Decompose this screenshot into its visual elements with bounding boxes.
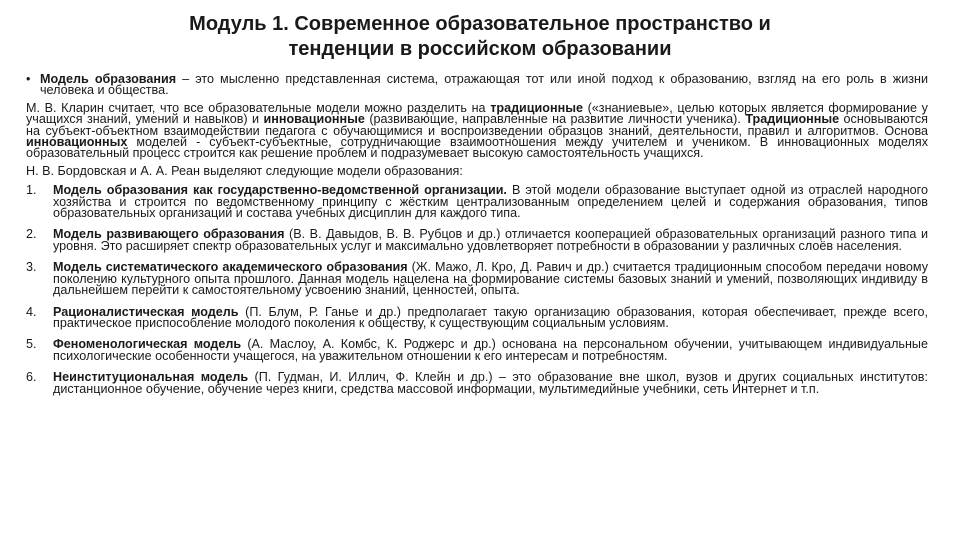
klarin-bold-innovative-2: инновационных bbox=[26, 135, 128, 150]
slide-title-line-1: Модуль 1. Современное образовательное пространство и bbox=[189, 13, 771, 35]
model-item bbox=[26, 372, 928, 395]
model-text bbox=[53, 372, 928, 395]
model-name: Модель образования как государственно-ведомственной организации. bbox=[53, 183, 507, 198]
model-description: (П. Гудман, И. Иллич, Ф. Клейн и др.) – это образование вне школ, вузов и других социальных институтов: дистанционное обучение, обучение через книги, средства массовой информации, мультимедийные учебники, сеть Интернет и т.п. bbox=[53, 370, 928, 396]
models-list bbox=[26, 185, 928, 395]
model-name: Неинституциональная модель bbox=[53, 370, 249, 385]
slide-body bbox=[26, 74, 928, 405]
definition-text bbox=[40, 74, 928, 97]
model-text bbox=[53, 185, 928, 219]
model-text bbox=[53, 304, 928, 330]
model-item bbox=[26, 185, 928, 219]
slide-title-line-2: тенденции в российском образовании bbox=[288, 38, 672, 60]
model-number: 1. bbox=[26, 183, 37, 198]
klarin-bold-traditional-2: Традиционные bbox=[745, 112, 840, 127]
model-name: Рационалистическая модель bbox=[53, 304, 239, 319]
model-text bbox=[53, 262, 928, 296]
model-item bbox=[26, 262, 928, 296]
model-name: Модель развивающего образования bbox=[53, 227, 285, 242]
model-number: 3. bbox=[26, 260, 37, 275]
definition-body: – это мысленно представленная система, отражающая тот или иной подход к образованию, взгляд на его роль в жизни человека и общества. bbox=[40, 72, 928, 98]
model-description: (Ж. Мажо, Л. Кро, Д. Равич и др.) считается традиционным способом передачи новому поколению культурного опыта прошлого. Данная модель нацелена на формирование системы базовых знаний и умений, позволяющих индивиду в дальнейшем перейти к самостоятельному усвоению знаний, ценностей, опыта. bbox=[53, 260, 928, 298]
klarin-text-1: М. В. Кларин считает, что все образовательные модели можно разделить на bbox=[26, 100, 491, 115]
model-text bbox=[53, 339, 928, 362]
bullet-mark: • bbox=[26, 72, 31, 86]
klarin-text-5: моделей - субъект-субъектные, сотрудничающие взаимоотношения между учителем и учеником. В инновационных моделях образовательный процесс строится как решение проблем и подразумевает высокую самостоятельность учащихся. bbox=[26, 135, 928, 161]
definition-bullet bbox=[26, 74, 928, 97]
klarin-text-2: («знаниевые», целью которых является формирование у учащихся знаний, умений и навыков) и bbox=[26, 100, 928, 127]
model-item bbox=[26, 339, 928, 362]
klarin-bold-innovative: инновационные bbox=[263, 112, 365, 127]
model-item bbox=[26, 229, 928, 252]
definition-term: Модель образования bbox=[40, 72, 177, 86]
model-item bbox=[26, 304, 928, 330]
model-number: 4. bbox=[26, 304, 37, 319]
model-text bbox=[53, 229, 928, 252]
model-number: 6. bbox=[26, 370, 37, 385]
models-intro: Н. В. Бордовская и А. А. Реан выделяют следующие модели образования: bbox=[26, 163, 463, 178]
model-description: (А. Маслоу, А. Комбс, К. Роджерс и др.) основана на персональном обучении, учитывающем индивидуальные психологические особенности учащегося, на уважительном отношении к его интересам и потребностям. bbox=[53, 337, 928, 363]
model-name: Феноменологическая модель bbox=[53, 337, 242, 352]
klarin-paragraph bbox=[26, 100, 929, 161]
model-description: В этой модели образование выступает одной из отраслей народного хозяйства и строится по ведомственному принципу с жёстким централизованным определением целей и содержания образования, типов образовательных организаций и состава учебных дисциплин для каждого типа. bbox=[53, 183, 928, 221]
klarin-text-4: основываются на субъект-объектном взаимодействии педагога с обучающимися и воспроизведении образцов знаний, деятельности, правил и алгоритмов. Основа bbox=[26, 112, 929, 138]
model-name: Модель систематического академического образования bbox=[53, 260, 408, 275]
slide-title bbox=[60, 12, 900, 62]
model-number: 2. bbox=[26, 227, 37, 242]
model-description: (П. Блум, Р. Ганье и др.) предполагает такую организацию образования, которая обеспечивает, прежде всего, практическое приспособление молодого поколения к обществу, к существующим социальным условиям. bbox=[53, 304, 928, 330]
model-number: 5. bbox=[26, 337, 37, 352]
klarin-text-3: (развивающие, направленные на развитие личности ученика). bbox=[364, 112, 746, 127]
klarin-bold-traditional: традиционные bbox=[490, 100, 583, 115]
model-description: (В. В. Давыдов, В. В. Рубцов и др.) отличается кооперацией образовательных организаций разного типа и уровня. Это расширяет спектр образовательных услуг и максимально удовлетворяет потребности в образовании у различных слоёв населения. bbox=[53, 227, 928, 253]
